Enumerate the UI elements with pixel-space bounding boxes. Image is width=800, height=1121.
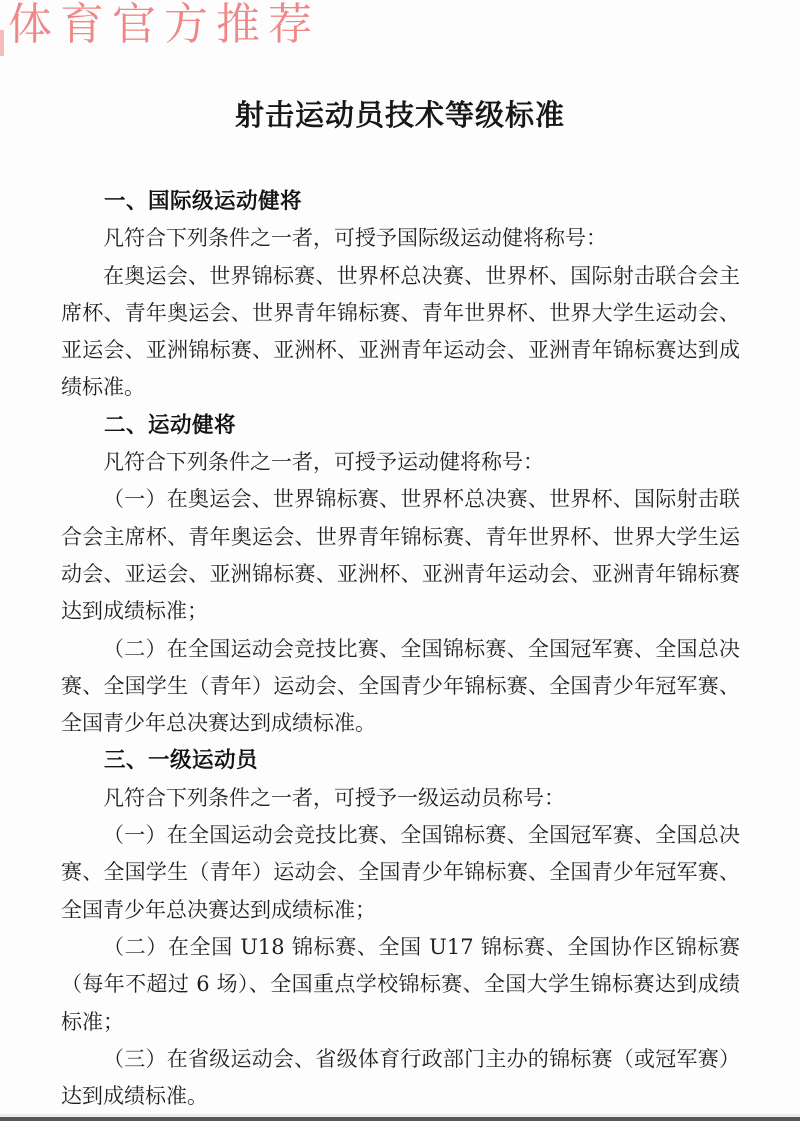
document-body [61, 183, 740, 1115]
watermark-text: 体育官方推荐 [8, 0, 320, 50]
paragraph: （一）在奥运会、世界锦标赛、世界杯总决赛、世界杯、国际射击联合会主席杯、青年奥运会、世界青年锦标赛、青年世界杯、世界大学生运动会、亚运会、亚洲锦标赛、亚洲杯、亚洲青年运动会、亚洲青年锦标赛达到成绩标准； [61, 487, 740, 624]
paragraph: 凡符合下列条件之一者，可授予一级运动员称号： [103, 785, 565, 810]
section-heading-first-grade-athlete: 三、一级运动员 [104, 748, 259, 774]
page-bottom-edge [0, 1117, 800, 1121]
section-heading-master: 二、运动健将 [104, 412, 237, 438]
section-heading-international-master: 一、国际级运动健将 [104, 189, 303, 214]
paragraph: 凡符合下列条件之一者，可授予运动健将称号： [103, 450, 544, 475]
paragraph: 在奥运会、世界锦标赛、世界杯总决赛、世界杯、国际射击联合会主席杯、青年奥运会、世界青年锦标赛、青年世界杯、世界大学生运动会、亚运会、亚洲锦标赛、亚洲杯、亚洲青年运动会、亚洲青年锦标赛达到成绩标准。 [61, 263, 740, 400]
paragraph: （一）在全国运动会竞技比赛、全国锦标赛、全国冠军赛、全国总决赛、全国学生（青年）运动会、全国青少年锦标赛、全国青少年冠军赛、全国青少年总决赛达到成绩标准； [61, 823, 740, 922]
paragraph: （二）在全国 U18 锦标赛、全国 U17 锦标赛、全国协作区锦标赛（每年不超过 6 场）、全国重点学校锦标赛、全国大学生锦标赛达到成绩标准； [61, 934, 740, 1034]
document-title: 射击运动员技术等级标准 [234, 98, 565, 132]
paragraph: （三）在省级运动会、省级体育行政部门主办的锦标赛（或冠军赛）达到成绩标准。 [61, 1046, 740, 1109]
paragraph: （二）在全国运动会竞技比赛、全国锦标赛、全国冠军赛、全国总决赛、全国学生（青年）运动会、全国青少年锦标赛、全国青少年冠军赛、全国青少年总决赛达到成绩标准。 [61, 636, 740, 736]
watermark-clipped-glyph [0, 30, 4, 56]
paragraph: 凡符合下列条件之一者，可授予国际级运动健将称号： [103, 226, 607, 251]
